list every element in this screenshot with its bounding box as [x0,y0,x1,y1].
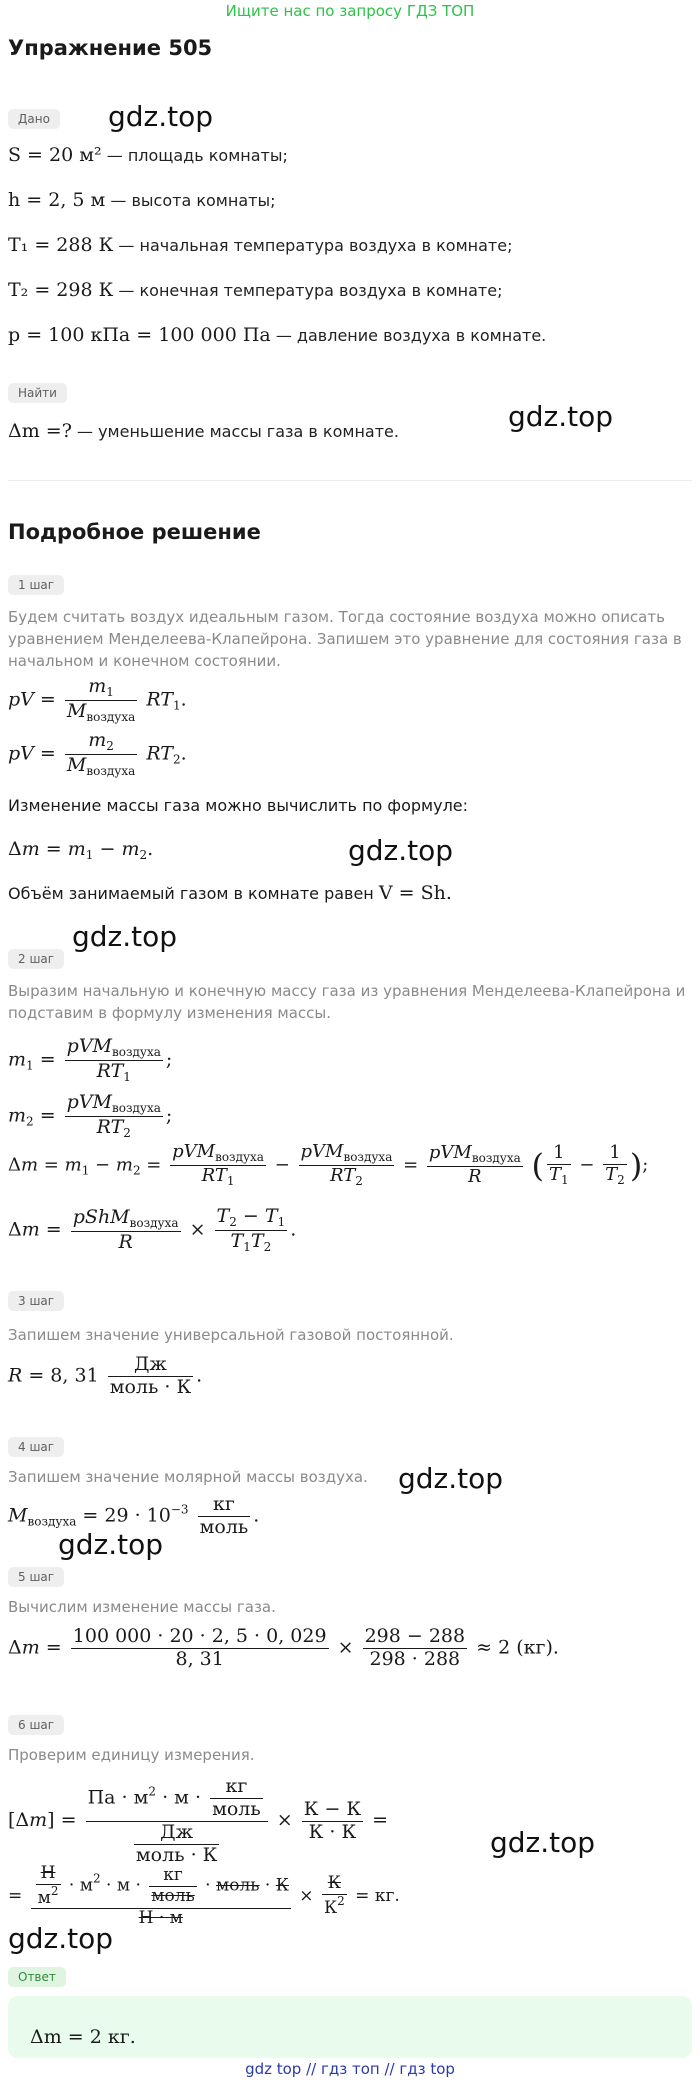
step-2-text: Выразим начальную и конечную массу газа из уравнения Менделеева-Клапейрона и подставим в формулу изменения массы. [8,982,686,1022]
given-line-t2: T₂ = 298 К — конечная температура воздуха в комнате; [8,279,503,301]
step-6-tag: 6 шаг [8,1714,64,1735]
watermark: gdz.top [508,400,614,433]
page-title: Упражнение 505 [8,36,213,60]
formula-delta-final: Δm = $\frac{pShM_{воздуха}}{R}$ × $\frac{T_2 - T_1}{T_1T_2}$ . [8,1205,297,1254]
step-3-text: Запишем значение универсальной газовой постоянной. [8,1326,454,1344]
formula-state-2: pV = $\frac{m_2}{M_{воздуха}}$ $RT_2$. [8,729,187,778]
formula-gas-constant: R = 8, 31 $\frac{Дж}{\text{моль · К}}$ . [8,1353,203,1398]
formula-molar-mass: $M_{воздуха} = 29 \cdot 10^{-3}$ $\frac{кг}{\text{моль}}$ . [8,1493,260,1538]
step-1-tag: 1 шаг [8,574,64,595]
formula-m1: $m_1$ = $\frac{pVM_{воздуха}}{RT_1}$ ; [8,1035,173,1084]
answer-value: Δm = 2 кг. [30,2026,136,2048]
step-2-tag: 2 шаг [8,948,64,969]
top-banner[interactable]: Ищите нас по запросу ГДЗ ТОП [225,2,475,20]
formula-m2: $m_2$ = $\frac{pVM_{воздуха}}{RT_2}$ ; [8,1091,173,1140]
given-line-pressure: p = 100 кПа = 100 000 Па — давление воздуха в комнате. [8,324,547,346]
formula-delta-expanded: $\Delta m = m_1 - m_2$ = $\frac{pVM_{воздуха}}{RT_1}$ − $\frac{pVM_{воздуха}}{RT_2}$ = $\frac{pVM_{воздуха}}{R}$ ( $\frac{1}{T_1}$ − $\frac{1}{T_2}$ ); [8,1141,649,1188]
solution-title: Подробное решение [8,520,261,544]
given-line-area: S = 20 м² — площадь комнаты; [8,144,288,166]
watermark: gdz.top [72,920,178,953]
watermark: gdz.top [398,1462,504,1495]
formula-units-2: = $\frac{Н}{м^2}$ · $м^2 \cdot м$ · $\frac{кг}{\text{моль}}$ · моль · К Н · м × $\frac{К}{К^2}$ = кг. [8,1863,400,1929]
given-line-t1: T₁ = 288 К — начальная температура воздуха в комнате; [8,234,513,256]
watermark: gdz.top [490,1826,596,1859]
find-tag: Найти [8,382,67,403]
watermark: gdz.top [108,100,214,133]
step-1-text-3: Объём занимаемый газом в комнате равен V = Sh. [8,882,452,904]
formula-units-1: [Δm] = Па · $м^2 \cdot м$ · $\frac{кг}{\text{моль}}$ $\frac{Дж}{\text{моль · К}}$ × $\frac{К - К}{К \cdot К}$ = [8,1775,389,1866]
step-6-text: Проверим единицу измерения. [8,1746,255,1764]
divider [8,480,692,481]
step-5-text: Вычислим изменение массы газа. [8,1598,276,1616]
watermark: gdz.top [58,1528,164,1561]
step-3-tag: 3 шаг [8,1290,64,1311]
step-4-text: Запишем значение молярной массы воздуха. [8,1468,368,1486]
watermark: gdz.top [8,1922,114,1955]
formula-delta-m: $\Delta m = m_1 - m_2$. [8,838,154,862]
formula-state-1: pV = $\frac{m_1}{M_{воздуха}}$ $RT_1$. [8,675,187,724]
watermark: gdz.top [348,834,454,867]
step-4-tag: 4 шаг [8,1436,64,1457]
step-1-text-2: Изменение массы газа можно вычислить по формуле: [8,796,469,815]
find-line: Δm =? — уменьшение массы газа в комнате. [8,420,399,442]
answer-tag: Ответ [8,1966,66,1987]
given-line-height: h = 2, 5 м — высота комнаты; [8,189,276,211]
step-1-text: Будем считать воздух идеальным газом. Тогда состояние воздуха можно описать уравнением Менделеева-Клапейрона. Запишем это уравнение для состояния газа в начальном и конечном состоянии. [8,608,682,670]
given-tag: Дано [8,108,60,129]
step-5-tag: 5 шаг [8,1566,64,1587]
bottom-banner[interactable]: gdz top // гдз топ // гдз top [245,2060,455,2078]
formula-calculation: Δm = $\frac{100 000 \cdot 20 \cdot 2, 5 \cdot 0, 029}{8, 31}$ × $\frac{298 - 288}{298 \cdot 288}$ ≈ 2 (кг). [8,1625,559,1670]
